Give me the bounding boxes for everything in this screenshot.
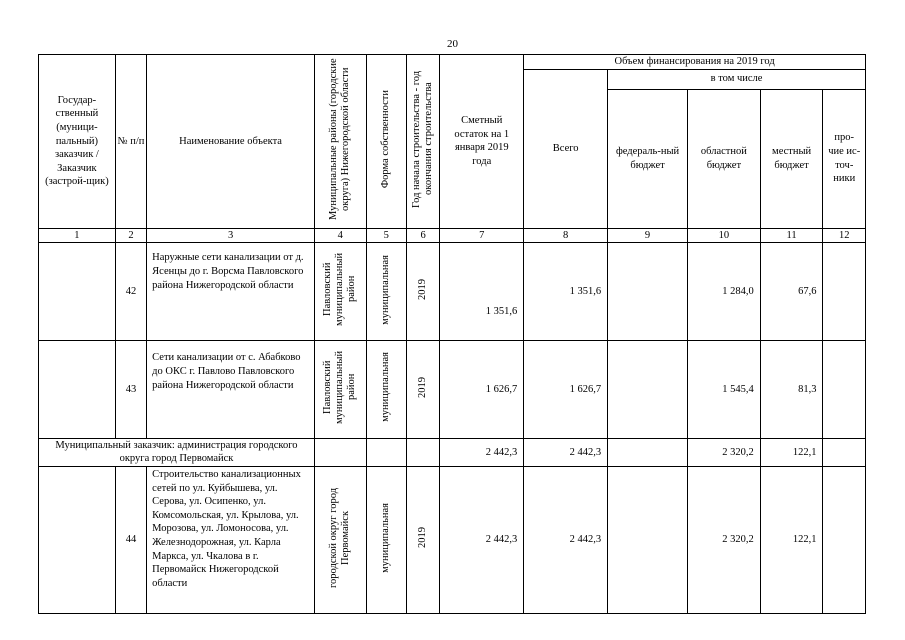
cell-years-text: 2019 bbox=[417, 527, 429, 549]
cell-district-text: Павловский муниципальный район bbox=[322, 350, 358, 424]
column-number: 6 bbox=[406, 228, 439, 243]
cell-ownership bbox=[366, 341, 406, 439]
cell-years bbox=[406, 341, 439, 439]
cell-ownership-text: муниципальная bbox=[380, 352, 392, 423]
cell-estimate: 1 626,7 bbox=[440, 341, 524, 439]
header-federal: федераль-ный бюджет bbox=[608, 89, 688, 228]
column-number: 7 bbox=[440, 228, 524, 243]
cell-regional: 1 545,4 bbox=[687, 341, 760, 439]
header-districts bbox=[314, 55, 366, 229]
column-number: 12 bbox=[823, 228, 866, 243]
column-number: 10 bbox=[687, 228, 760, 243]
column-number: 9 bbox=[608, 228, 688, 243]
table-row bbox=[39, 341, 866, 439]
cell-regional: 2 320,2 bbox=[687, 466, 760, 613]
cell-federal bbox=[608, 243, 688, 341]
group-other bbox=[823, 438, 866, 466]
header-ownership bbox=[366, 55, 406, 229]
header-local: местный бюджет bbox=[760, 89, 823, 228]
cell-num: 42 bbox=[115, 243, 146, 341]
column-number: 4 bbox=[314, 228, 366, 243]
cell-name: Строительство канализационных сетей по ул. Куйбышева, ул. Серова, ул. Осипенко, ул. Комсомольская, ул. Крылова, ул. Морозова, ул. Ломоносова, ул. Железнодорожная, ул. Карла Маркса, ул. Чкалова в г. Первомайск Нижегородской области bbox=[147, 466, 315, 613]
table-row bbox=[39, 466, 866, 613]
cell-estimate: 2 442,3 bbox=[440, 466, 524, 613]
group-regional: 2 320,2 bbox=[687, 438, 760, 466]
cell-regional: 1 284,0 bbox=[687, 243, 760, 341]
group-label: Муниципальный заказчик: администрация городского округа город Первомайск bbox=[39, 438, 315, 466]
column-number: 1 bbox=[39, 228, 116, 243]
cell-customer bbox=[39, 466, 116, 613]
header-financing: Объем финансирования на 2019 год bbox=[524, 55, 866, 70]
cell-total: 2 442,3 bbox=[524, 466, 608, 613]
cell-years-text: 2019 bbox=[417, 278, 429, 300]
cell-customer bbox=[39, 341, 116, 439]
cell-estimate: 1 351,6 bbox=[440, 243, 524, 341]
cell-other bbox=[823, 466, 866, 613]
header-regional: областной бюджет bbox=[687, 89, 760, 228]
column-number: 3 bbox=[147, 228, 315, 243]
group-row bbox=[39, 438, 866, 466]
page-number: 20 bbox=[447, 38, 458, 50]
cell-num: 43 bbox=[115, 341, 146, 439]
table-row bbox=[39, 243, 866, 341]
cell-district bbox=[314, 466, 366, 613]
header-num: № п/п bbox=[115, 55, 146, 229]
cell-name: Наружные сети канализации от д. Ясенцы до г. Ворсма Павловского района Нижегородской области bbox=[147, 243, 315, 341]
cell-years bbox=[406, 243, 439, 341]
cell-district bbox=[314, 243, 366, 341]
cell-name: Сети канализации от с. Абабково до ОКС г. Павлово Павловского района Нижегородской области bbox=[147, 341, 315, 439]
header-name: Наименование объекта bbox=[147, 55, 315, 229]
cell-years-text: 2019 bbox=[417, 376, 429, 398]
cell-federal bbox=[608, 341, 688, 439]
column-number: 11 bbox=[760, 228, 823, 243]
financing-table bbox=[38, 54, 866, 614]
group-estimate: 2 442,3 bbox=[440, 438, 524, 466]
header-ownership-text: Форма собственности bbox=[380, 89, 392, 189]
cell-total: 1 626,7 bbox=[524, 341, 608, 439]
header-districts-text: Муниципальные районы (городские округа) Нижегородской области bbox=[328, 58, 352, 220]
cell-other bbox=[823, 243, 866, 341]
cell-total: 1 351,6 bbox=[524, 243, 608, 341]
cell-local: 67,6 bbox=[760, 243, 823, 341]
cell-district bbox=[314, 341, 366, 439]
cell-years bbox=[406, 438, 439, 466]
header-total: Всего bbox=[524, 69, 608, 228]
cell-num: 44 bbox=[115, 466, 146, 613]
cell-district-text: Павловский муниципальный район bbox=[322, 252, 358, 326]
group-total: 2 442,3 bbox=[524, 438, 608, 466]
header-including: в том числе bbox=[608, 69, 866, 89]
cell-customer bbox=[39, 243, 116, 341]
cell-ownership-text: муниципальная bbox=[380, 502, 392, 573]
header-years bbox=[406, 55, 439, 229]
header-estimate: Сметный остаток на 1 января 2019 года bbox=[440, 55, 524, 229]
cell-district bbox=[314, 438, 366, 466]
header-customer: Государ-ственный (муници-пальный) заказчик / Заказчик (застрой-щик) bbox=[39, 55, 116, 229]
cell-ownership bbox=[366, 438, 406, 466]
column-number: 2 bbox=[115, 228, 146, 243]
column-number: 5 bbox=[366, 228, 406, 243]
cell-years bbox=[406, 466, 439, 613]
cell-ownership bbox=[366, 243, 406, 341]
group-local: 122,1 bbox=[760, 438, 823, 466]
cell-district-text: городской округ город Первомайск bbox=[328, 487, 352, 588]
cell-federal bbox=[608, 466, 688, 613]
cell-local: 81,3 bbox=[760, 341, 823, 439]
column-number: 8 bbox=[524, 228, 608, 243]
cell-local: 122,1 bbox=[760, 466, 823, 613]
cell-ownership-text: муниципальная bbox=[380, 254, 392, 325]
header-other: про-чие ис-точ-ники bbox=[823, 89, 866, 228]
group-federal bbox=[608, 438, 688, 466]
cell-ownership bbox=[366, 466, 406, 613]
cell-other bbox=[823, 341, 866, 439]
header-years-text: Год начала строительства - год окончания строительства bbox=[411, 70, 435, 208]
